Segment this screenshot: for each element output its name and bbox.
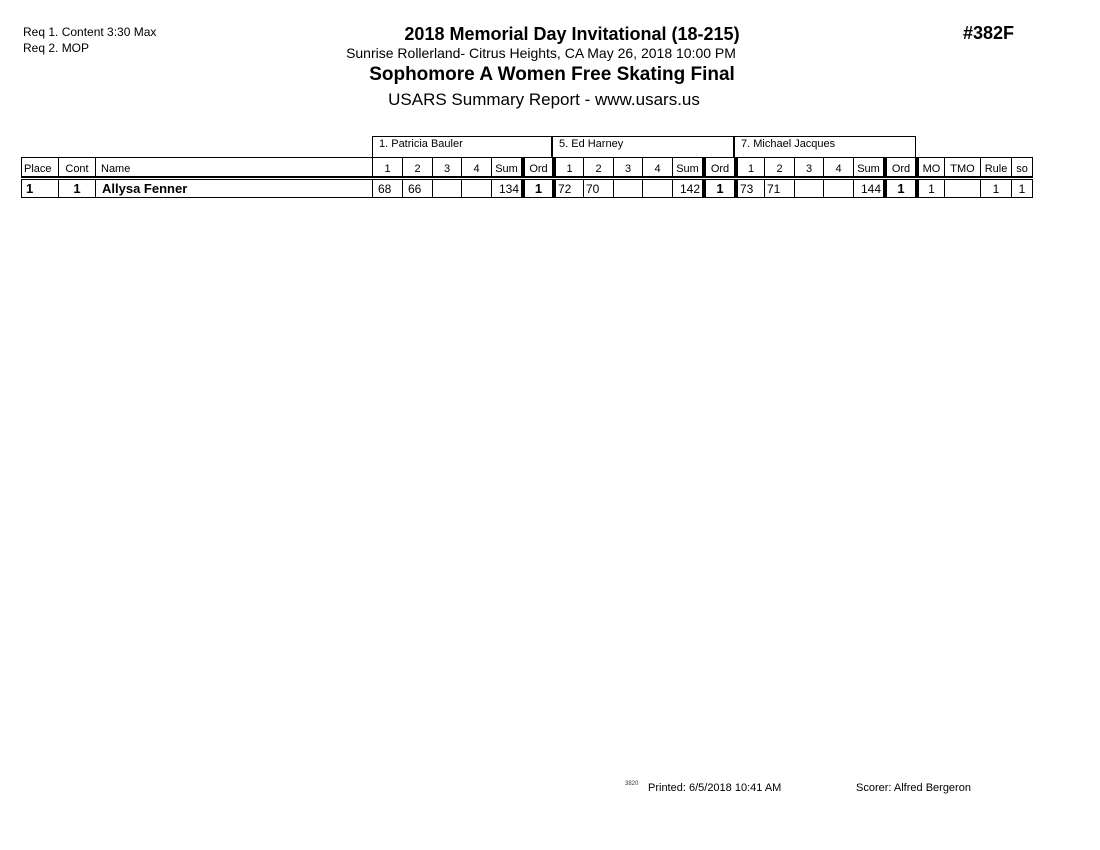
cell-j2-ord: 1 [702, 179, 734, 198]
header-place: Place [21, 157, 58, 177]
header-name: Name [95, 157, 372, 177]
cell-name: Allysa Fenner [95, 179, 372, 198]
header-j1-3: 3 [432, 157, 461, 177]
header-cont: Cont [58, 157, 95, 177]
cell-j1-sum: 134 [491, 179, 521, 198]
cell-j2-s3 [613, 179, 642, 198]
event-name: Sophomore A Women Free Skating Final [369, 64, 735, 85]
cell-j1-ord: 1 [521, 179, 552, 198]
header-j1-2: 2 [402, 157, 432, 177]
requirement-2: Req 2. MOP [23, 41, 90, 55]
judge-3-name: 7. Michael Jacques [734, 136, 916, 157]
header-j1-ord: Ord [521, 157, 552, 177]
judge-2-name: 5. Ed Harney [552, 136, 734, 157]
cell-cont: 1 [58, 179, 95, 198]
header-j3-ord: Ord [883, 157, 915, 177]
event-number: #382F [963, 23, 1015, 43]
header-j2-1: 1 [552, 157, 583, 177]
cell-tmo [944, 179, 980, 198]
requirement-1: Req 1. Content 3:30 Max [23, 25, 157, 39]
cell-j3-s4 [823, 179, 853, 198]
cell-j3-s3 [794, 179, 823, 198]
header-j2-ord: Ord [702, 157, 734, 177]
cell-j1-s1: 68 [372, 179, 402, 198]
cell-j3-sum: 144 [853, 179, 883, 198]
report-name: USARS Summary Report - www.usars.us [388, 90, 700, 109]
header-j3-1: 1 [734, 157, 764, 177]
header-j2-3: 3 [613, 157, 642, 177]
cell-j1-s2: 66 [402, 179, 432, 198]
cell-j2-s2: 70 [583, 179, 613, 198]
cell-mo: 1 [915, 179, 944, 198]
header-j1-1: 1 [372, 157, 402, 177]
header-j1-sum: Sum [491, 157, 521, 177]
header-j3-sum: Sum [853, 157, 883, 177]
header-j3-3: 3 [794, 157, 823, 177]
header-mo: MO [915, 157, 944, 177]
cell-rule: 1 [980, 179, 1011, 198]
header-so: so [1011, 157, 1033, 177]
report-code: 3820 [625, 781, 639, 787]
header-j1-4: 4 [461, 157, 491, 177]
cell-so: 1 [1011, 179, 1033, 198]
cell-j2-s4 [642, 179, 672, 198]
cell-place: 1 [21, 179, 58, 198]
header-j2-4: 4 [642, 157, 672, 177]
cell-j1-s3 [432, 179, 461, 198]
cell-j2-sum: 142 [672, 179, 702, 198]
cell-j3-s2: 71 [764, 179, 794, 198]
header-j2-sum: Sum [672, 157, 702, 177]
judge-1-name: 1. Patricia Bauler [372, 136, 552, 157]
header-j3-4: 4 [823, 157, 853, 177]
page-title: 2018 Memorial Day Invitational (18-215) [404, 24, 740, 44]
printed-timestamp: Printed: 6/5/2018 10:41 AM [648, 782, 782, 794]
header-j3-2: 2 [764, 157, 794, 177]
cell-j2-s1: 72 [552, 179, 583, 198]
header-rule: Rule [980, 157, 1011, 177]
venue-date: Sunrise Rollerland- Citrus Heights, CA May 26, 2018 10:00 PM [346, 45, 736, 61]
header-j2-2: 2 [583, 157, 613, 177]
cell-j1-s4 [461, 179, 491, 198]
scorer-name: Scorer: Alfred Bergeron [856, 782, 971, 794]
header-tmo: TMO [944, 157, 980, 177]
cell-j3-s1: 73 [734, 179, 764, 198]
cell-j3-ord: 1 [883, 179, 915, 198]
